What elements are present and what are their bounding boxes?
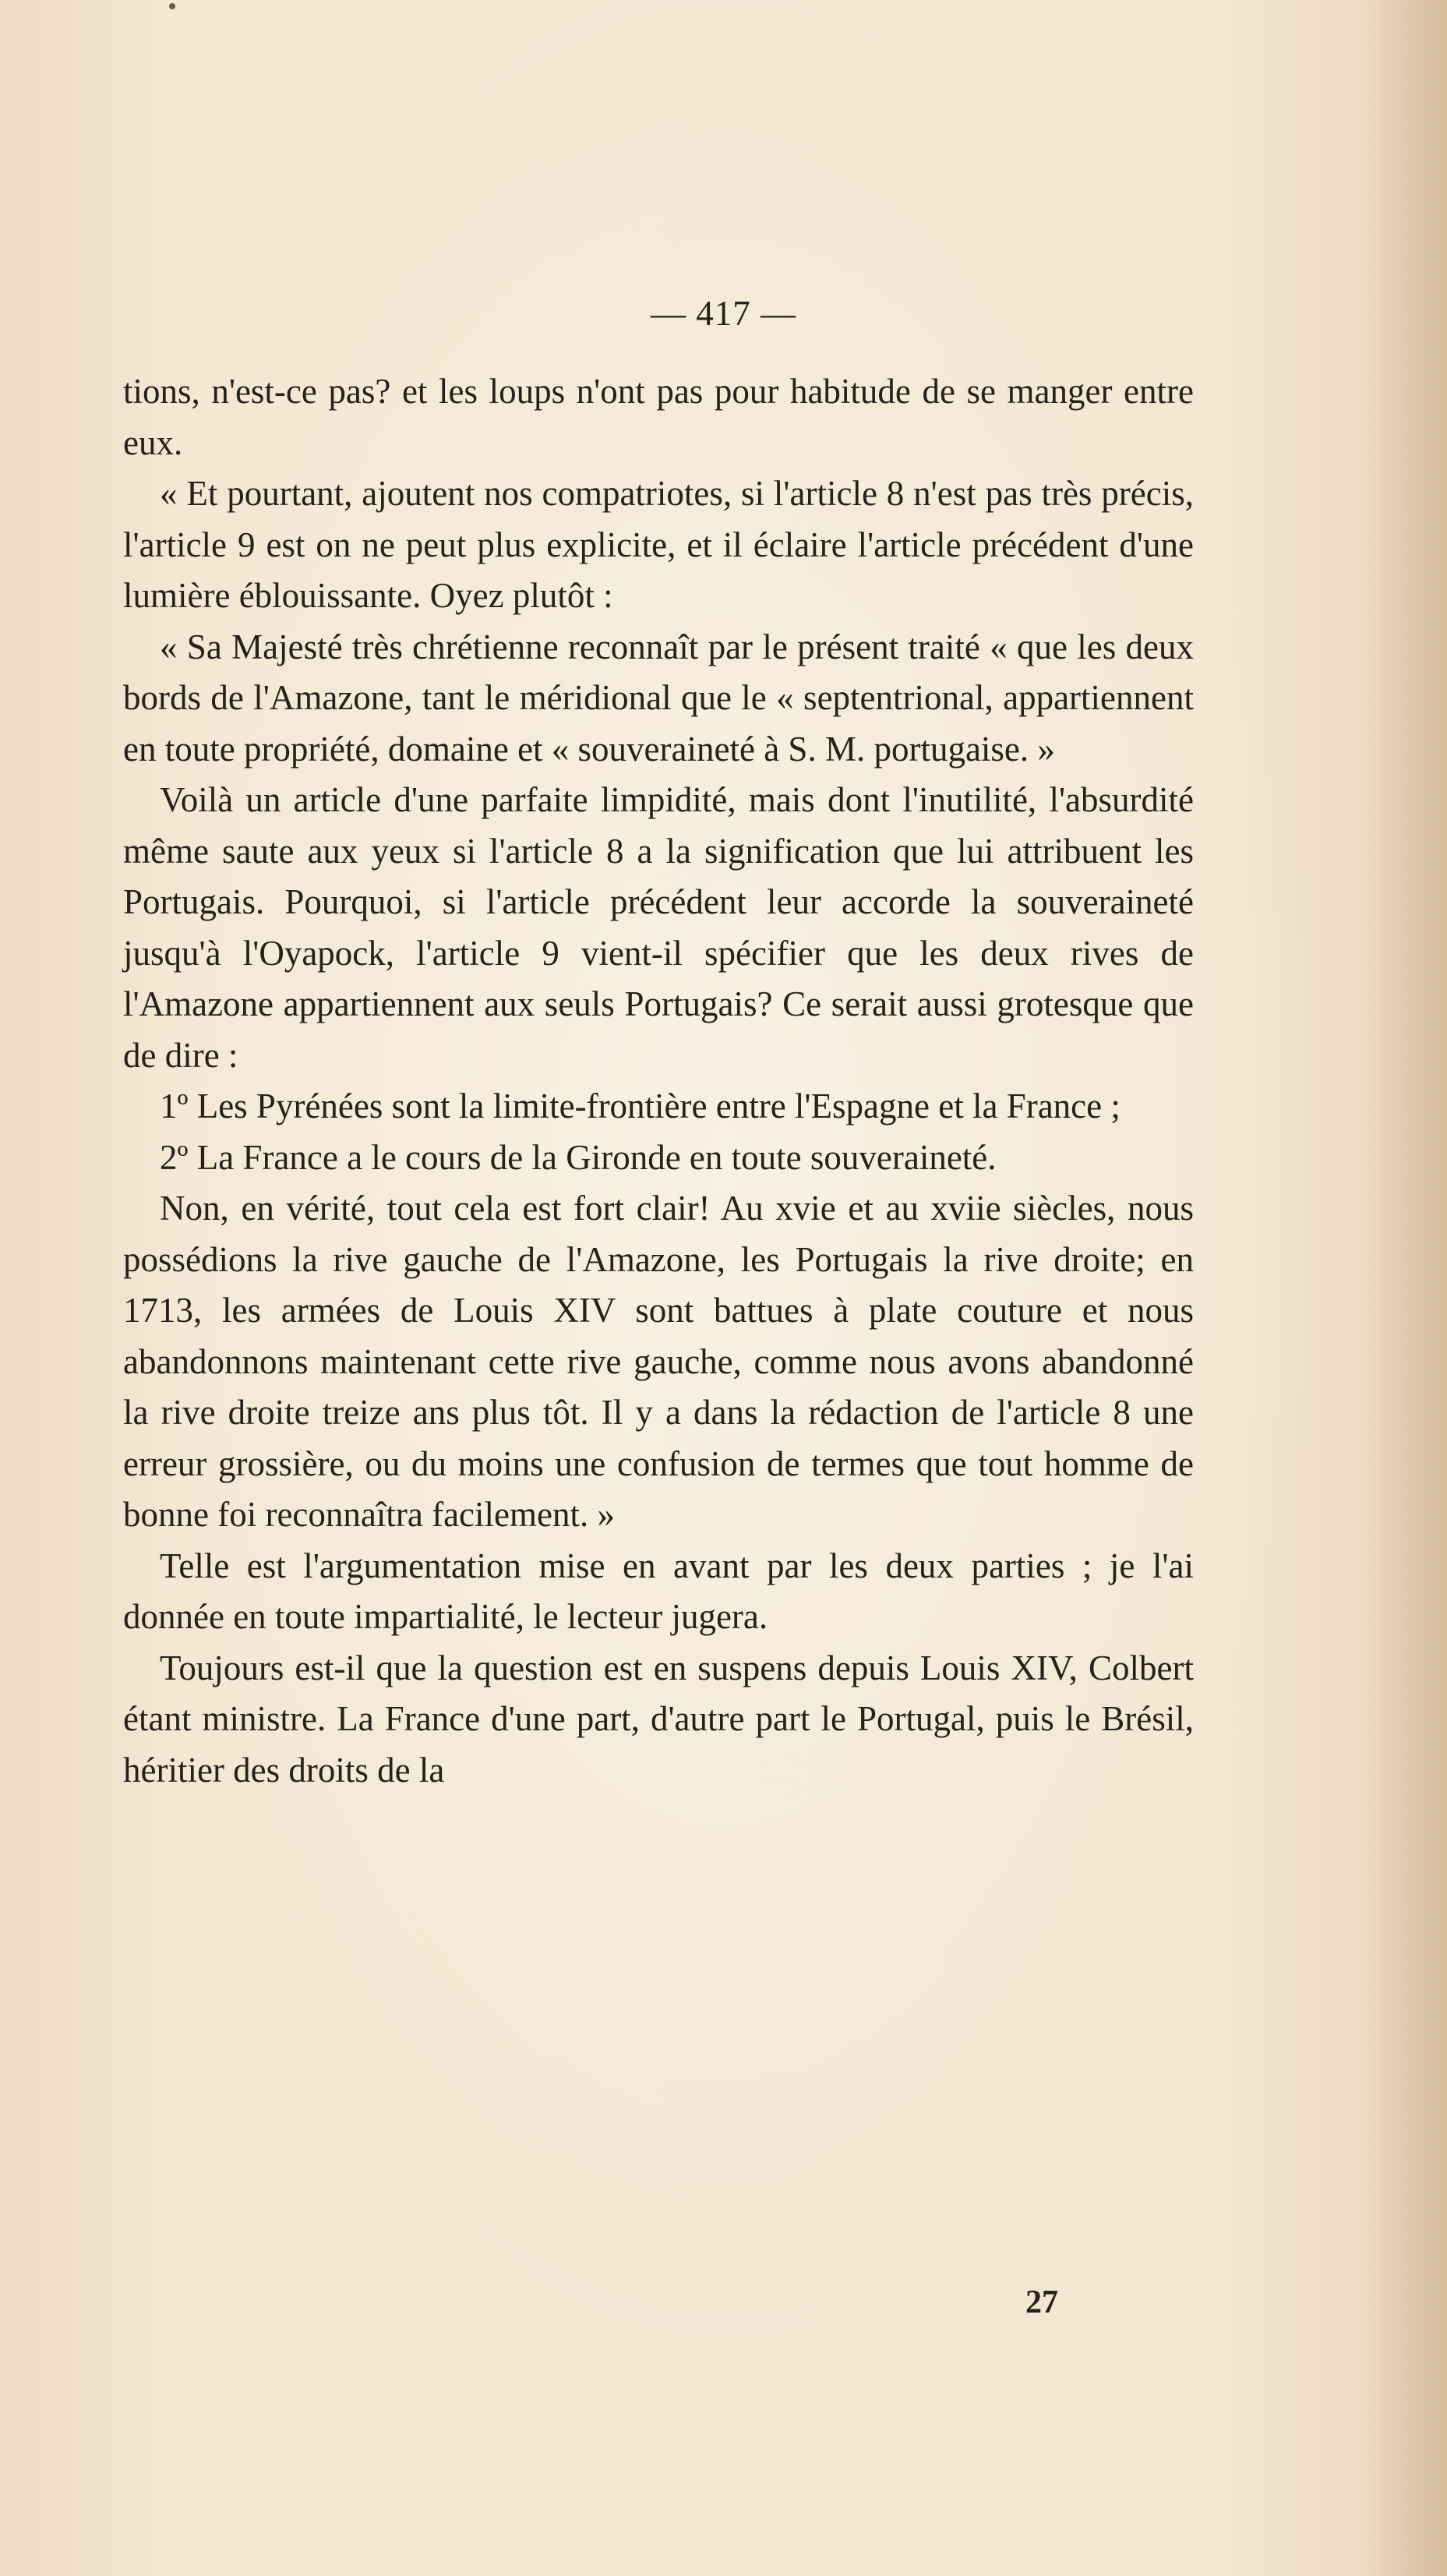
paragraph-8: Telle est l'argumentation mise en avant par les deux parties ; je l'ai donnée en toute impartialité, le lecteur jugera. <box>123 1546 1194 1636</box>
paragraph-3-quotation: « Sa Majesté très chrétienne reconnaît par le présent traité « que les deux bords de l'Amazone, tant le méridional que le « septentrional, appartiennent en toute propriété, domaine et « souveraineté à S. M. portugaise. » <box>123 627 1194 769</box>
ink-speck <box>169 3 175 9</box>
page-number-header: — 417 — <box>651 294 796 333</box>
paragraph-2: « Et pourtant, ajoutent nos compatriotes, si l'article 8 n'est pas très précis, l'article 9 est on ne peut plus explicite, et il éclaire l'article précédent d'une lumière éblouissante. Oyez plutôt : <box>123 474 1194 615</box>
page-edge-shadow <box>1361 0 1447 2576</box>
paragraph-5: 1º Les Pyrénées sont la limite-frontière entre l'Espagne et la France ; <box>160 1087 1121 1125</box>
paragraph-6: 2º La France a le cours de la Gironde en toute souveraineté. <box>160 1137 997 1177</box>
paragraph-4: Voilà un article d'une parfaite limpidité, mais dont l'inutilité, l'absurdité même saute aux yeux si l'article 8 a la signification que lui attribuent les Portugais. Pourquoi, si l'article précédent leur accorde la souveraineté jusqu'à l'Oyapock, l'article 9 vient-il spécifier que les deux rives de l'Amazone appartiennent aux seuls Portugais? Ce serait aussi grotesque que de dire : <box>123 780 1194 1075</box>
body-text <box>123 366 1194 1796</box>
paragraph-7: Non, en vérité, tout cela est fort clair! Au xvie et au xviie siècles, nous possédions la rive gauche de l'Amazone, les Portugais la rive droite; en 1713, les armées de Louis XIV sont battues à plate couture et nous abandonnons maintenant cette rive gauche, comme nous avons abandonné la rive droite treize ans plus tôt. Il y a dans la rédaction de l'article 8 une erreur grossière, ou du moins une confusion de termes que tout homme de bonne foi reconnaîtra facilement. » <box>123 1189 1194 1534</box>
paragraph-9: Toujours est-il que la question est en suspens depuis Louis XIV, Colbert étant ministre. La France d'une part, d'autre part le Portugal, puis le Brésil, héritier des droits de la <box>123 1648 1194 1790</box>
paragraph-1: tions, n'est-ce pas? et les loups n'ont pas pour habitude de se manger entre eux. <box>123 372 1194 462</box>
signature-number: 27 <box>1025 2284 1058 2320</box>
